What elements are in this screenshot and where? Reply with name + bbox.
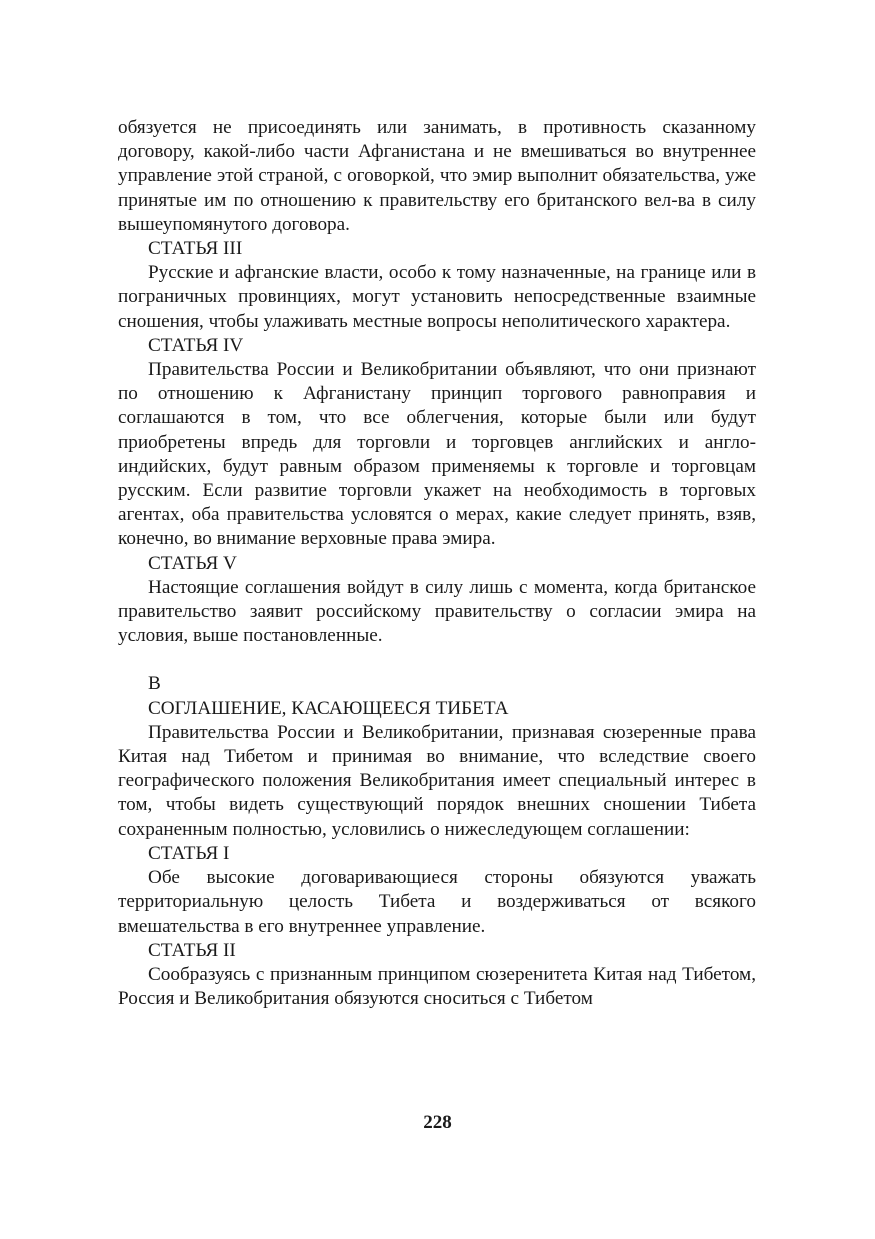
section-gap — [118, 648, 756, 672]
page-number: 228 — [423, 1112, 452, 1133]
document-body — [118, 116, 756, 1011]
article-heading-2: СТАТЬЯ II — [148, 939, 236, 961]
section-title-tibet: СОГЛАШЕНИЕ, КАСАЮЩЕЕСЯ ТИБЕТА — [148, 697, 509, 719]
paragraph-trade-equality: Правительства России и Великобритании объявляют, что они признают по отношению к Афганистану принцип торгового равноправия и соглашаются в том, что все облегчения, которые были или будут приобретены впредь для торговли и торговцев английских и англо-индийских, будут равным образом применяемы к торговле и торговцам русским. Если развитие торговли укажет на необходимость в торговых агентах, оба правительства условятся о мерах, какие следует принять, взяв, конечно, во внимание верховные права эмира. — [118, 359, 756, 550]
article-heading-4: СТАТЬЯ IV — [148, 334, 244, 356]
paragraph-entry-into-force: Настоящие соглашения войдут в силу лишь с момента, когда британское правительство заявит российскому правительству о согласии эмира на условия, выше постановленные. — [118, 576, 756, 647]
paragraph-afghanistan-obligation: обязуется не присоединять или занимать, в противность сказанному договору, какой-либо части Афганистана и не вмешиваться во внутреннее управление этой страной, с оговоркой, что эмир выполнит обязательства, уже принятые им по отношению к правительству его британского вел-ва в силу вышеупомянутого договора. — [118, 117, 756, 235]
paragraph-tibet-preamble: Правительства России и Великобритании, признавая сюзеренные права Китая над Тибетом и принимая во внимание, что вследствие своего географического положения Великобритания имеет специальный интерес в том, чтобы видеть существующий порядок внешних сношении Тибета сохраненным полностью, условились о нижеследующем соглашении: — [118, 721, 756, 840]
paragraph-border-relations: Русские и афганские власти, особо к тому назначенные, на границе или в пограничных провинциях, могут установить непосредственные взаимные сношения, чтобы улаживать местные вопросы неполитического характера. — [118, 262, 756, 332]
paragraph-suzerainty: Сообразуясь с признанным принципом сюзеренитета Китая над Тибетом, Россия и Великобритания обязуются сноситься с Тибетом — [118, 963, 756, 1010]
section-letter: В — [148, 673, 161, 695]
article-heading-1: СТАТЬЯ I — [148, 842, 230, 864]
paragraph-territorial-integrity: Обе высокие договаривающиеся стороны обязуются уважать территориальную целость Тибета и воздерживаться от всякого вмешательства в его внутреннее управление. — [118, 867, 756, 937]
article-heading-3: СТАТЬЯ III — [148, 238, 243, 260]
article-heading-5: СТАТЬЯ V — [148, 552, 237, 574]
